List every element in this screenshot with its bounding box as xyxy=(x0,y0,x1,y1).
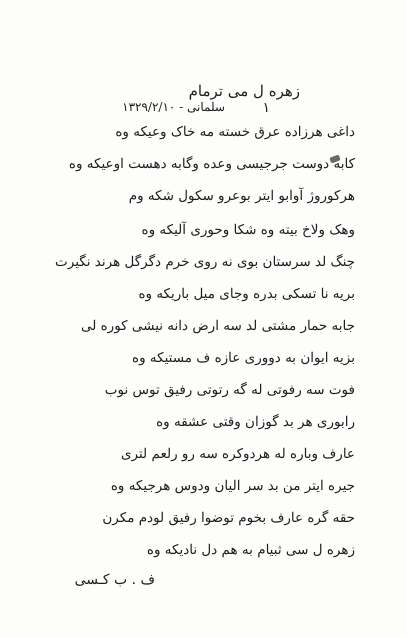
poem-line: کابه دوست جرجیسی وعده وگابه دهست اوعیکه وه xyxy=(68,156,355,172)
poem-line: فوت سه رفوتی له گه رتوتی رفیق توس نوب xyxy=(104,382,355,398)
poem-line: بزیه ایوان به دووری عازه ف مستیکه وه xyxy=(132,350,355,366)
title-number: ۱ xyxy=(262,100,270,116)
poem-line: وهک ولاخ بیته وه شکا وحوری آلیکه وه xyxy=(141,222,355,238)
poem-line: حقه گره عارف بخوم توضوا رفیق لودم مکرن xyxy=(102,510,355,526)
poem-line: رابوری هر بد گوزان وقتی عشقه وه xyxy=(156,414,355,430)
poem-line: داغی هرزاده عرق خسته مه خاک وعیکه وه xyxy=(115,124,355,140)
poem-line: زهره ل سی ثبیام به هم دل نادیکه وه xyxy=(146,542,355,558)
signature: ف . ب کـسی xyxy=(74,572,155,588)
dateline: سلمانی - ۱۳۲۹/۲/۱۰ xyxy=(122,100,225,114)
poem-line: چنگ لد سرستان بوی نه روی خرم دگرگل هرند نگیرت xyxy=(55,254,355,270)
poem-line: جیره ایتر من بد سر الیان ودوس هرجیکه وه xyxy=(110,478,355,494)
poem-line: بریه نا تسکی بدره وجای میل باریکه وه xyxy=(138,286,355,302)
poem-line: هرکوروژ آوابو ایتر بوعرو سکول شکه وم xyxy=(128,188,355,204)
poem-line: عارف وباره له هردوکره سه رو رلعم لتری xyxy=(120,446,355,462)
poem-line: جابه حمار مشتی لد سه ارض دانه نیشی کوره لی xyxy=(80,318,355,334)
poem-title: زهره ل می ترمام xyxy=(188,82,300,100)
